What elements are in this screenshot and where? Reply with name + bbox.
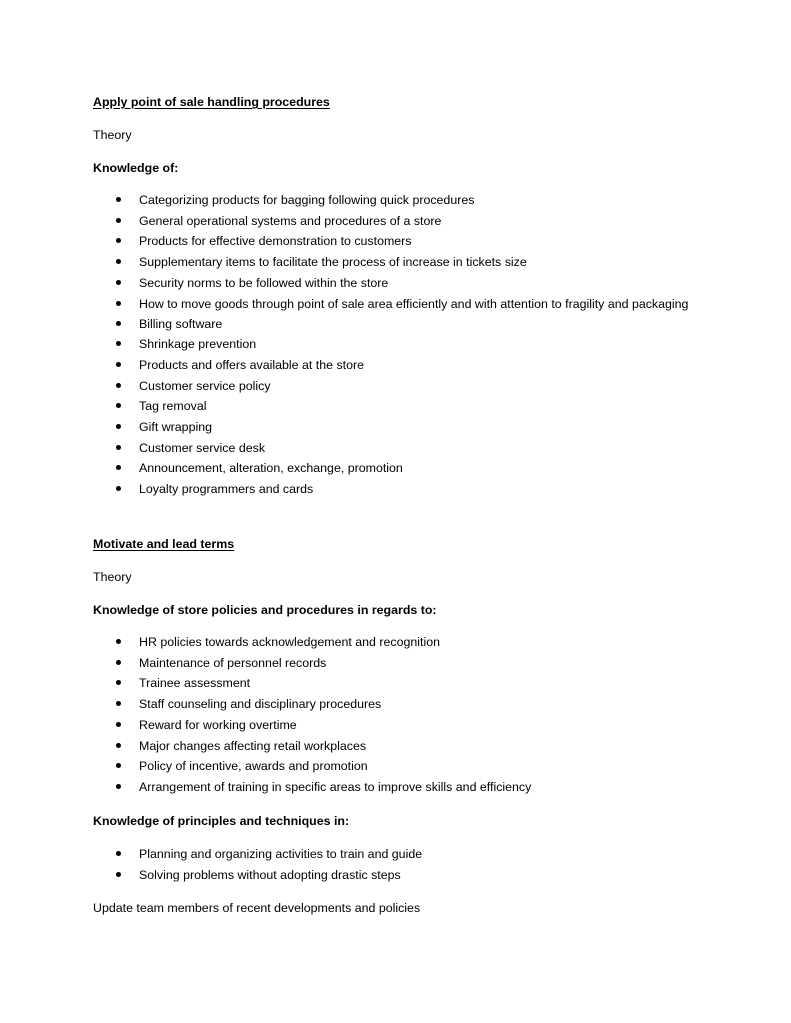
theory-label: Theory [93,570,132,584]
principles-heading: Knowledge of principles and techniques in: [93,814,350,828]
bullet-icon [116,259,121,264]
bullet-icon [116,218,121,223]
bullet-icon [116,465,121,470]
bullet-icon [116,784,121,789]
list-item: HR policies towards acknowledgement and recognition [93,632,713,653]
bullet-icon [116,424,121,429]
list-item: Gift wrapping [93,417,713,438]
list-item: Products and offers available at the store [93,355,713,376]
bullet-icon [116,486,121,491]
bullet-icon [116,301,121,306]
bullet-icon [116,680,121,685]
knowledge-list-point-of-sale [93,190,713,500]
bullet-icon [116,445,121,450]
list-item: Maintenance of personnel records [93,653,713,674]
list-item: Staff counseling and disciplinary procedures [93,694,713,715]
section-title-motivate: Motivate and lead terms [93,537,235,551]
list-item: Loyalty programmers and cards [93,479,713,500]
list-item: Billing software [93,314,713,335]
list-item: Tag removal [93,396,713,417]
bullet-icon [116,722,121,727]
list-item: Security norms to be followed within the store [93,273,713,294]
list-item: Solving problems without adopting drastic steps [93,865,713,886]
list-item: General operational systems and procedures of a store [93,211,713,232]
bullet-icon [116,660,121,665]
list-item: Products for effective demonstration to customers [93,231,713,252]
section-title-point-of-sale: Apply point of sale handling procedures [93,95,330,109]
bullet-icon [116,851,121,856]
theory-label: Theory [93,128,132,142]
list-item: Trainee assessment [93,673,713,694]
list-item: Customer service policy [93,376,713,397]
knowledge-list-store-policies [93,632,713,798]
list-item: Shrinkage prevention [93,334,713,355]
knowledge-heading: Knowledge of store policies and procedures in regards to: [93,603,437,617]
list-item: Customer service desk [93,438,713,459]
list-item: Policy of incentive, awards and promotion [93,756,713,777]
list-item: Reward for working overtime [93,715,713,736]
bullet-icon [116,197,121,202]
list-item: Supplementary items to facilitate the process of increase in tickets size [93,252,713,273]
bullet-icon [116,238,121,243]
bullet-icon [116,383,121,388]
list-item: Categorizing products for bagging following quick procedures [93,190,713,211]
bullet-icon [116,872,121,877]
bullet-icon [116,321,121,326]
list-item: Arrangement of training in specific areas to improve skills and efficiency [93,777,713,798]
bullet-icon [116,341,121,346]
closing-text: Update team members of recent developments and policies [93,901,421,915]
list-item: Planning and organizing activities to train and guide [93,844,713,865]
list-item: Announcement, alteration, exchange, promotion [93,458,713,479]
bullet-icon [116,280,121,285]
knowledge-heading: Knowledge of: [93,161,179,175]
bullet-icon [116,763,121,768]
principles-list [93,844,713,885]
bullet-icon [116,701,121,706]
bullet-icon [116,403,121,408]
bullet-icon [116,362,121,367]
bullet-icon [116,743,121,748]
list-item: How to move goods through point of sale area efficiently and with attention to fragility and packaging [93,294,699,314]
list-item: Major changes affecting retail workplaces [93,736,713,757]
bullet-icon [116,639,121,644]
